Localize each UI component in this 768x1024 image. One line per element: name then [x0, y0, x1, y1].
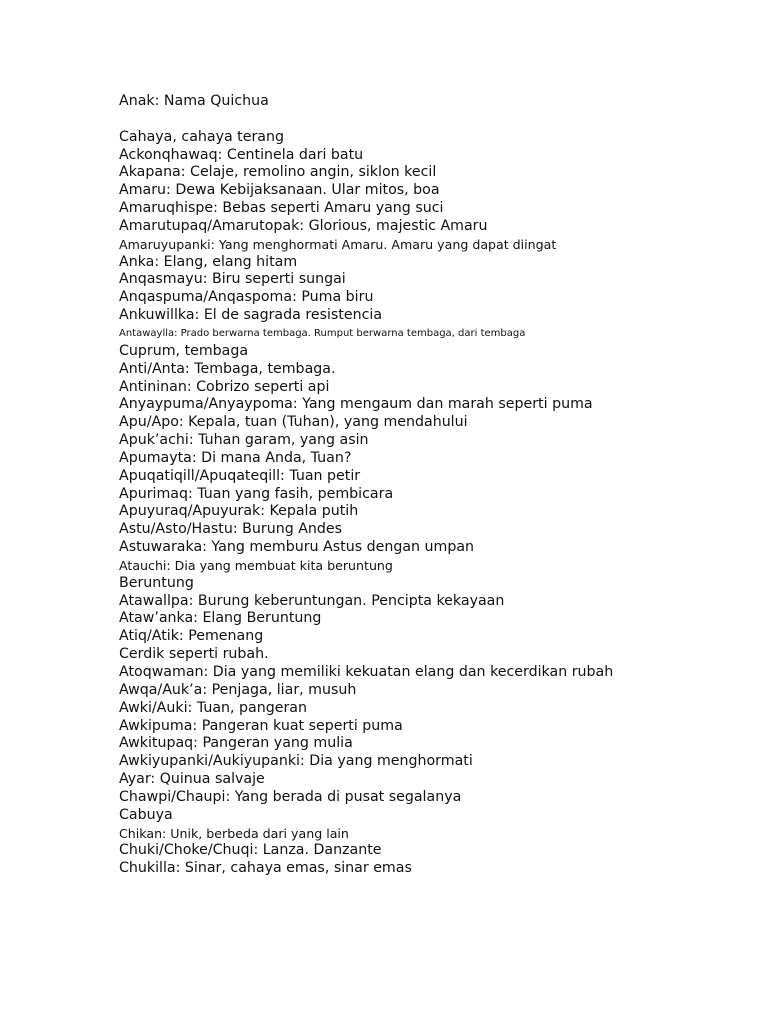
- list-line: Atawallpa: Burung keberuntungan. Pencipta kekayaan: [119, 592, 505, 609]
- list-line: Amaruyupanki: Yang menghormati Amaru. Amaru yang dapat diingat: [119, 236, 557, 252]
- list-line: Cahaya, cahaya terang: [119, 128, 284, 145]
- list-line: Amarutupaq/Amarutopak: Glorious, majestic Amaru: [119, 217, 488, 234]
- list-line: Chuki/Choke/Chuqi: Lanza. Danzante: [119, 842, 382, 859]
- document-body: [119, 93, 739, 878]
- list-line: Atiq/Atik: Pemenang: [119, 628, 264, 645]
- list-line: Apumayta: Di mana Anda, Tuan?: [119, 449, 352, 466]
- list-line: Cuprum, tembaga: [119, 342, 249, 359]
- list-line: Antininan: Cobrizo seperti api: [119, 378, 330, 395]
- list-line: Chawpi/Chaupi: Yang berada di pusat segalanya: [119, 788, 462, 805]
- list-line: Apuqatiqill/Apuqateqill: Tuan petir: [119, 467, 361, 484]
- list-line: Apurimaq: Tuan yang fasih, pembicara: [119, 485, 394, 502]
- list-line: Awkipuma: Pangeran kuat seperti puma: [119, 717, 403, 734]
- list-line: Apuyuraq/Apuyurak: Kepala putih: [119, 503, 359, 520]
- list-line: Astuwaraka: Yang memburu Astus dengan umpan: [119, 539, 475, 556]
- list-line: Ayar: Quinua salvaje: [119, 771, 265, 788]
- list-line: Astu/Asto/Hastu: Burung Andes: [119, 521, 343, 538]
- list-line: Awqa/Auk’a: Penjaga, liar, musuh: [119, 681, 357, 698]
- document-title: Anak: Nama Quichua: [119, 93, 269, 109]
- list-line: Awki/Auki: Tuan, pangeran: [119, 699, 307, 716]
- list-line: Apuk’achi: Tuhan garam, yang asin: [119, 432, 369, 449]
- name-list: [119, 129, 739, 878]
- list-line: Anti/Anta: Tembaga, tembaga.: [119, 360, 336, 377]
- list-line: Chikan: Unik, berbeda dari yang lain: [119, 825, 349, 841]
- list-line: Ackonqhawaq: Centinela dari batu: [119, 146, 364, 163]
- list-line: Anqaspuma/Anqaspoma: Puma biru: [119, 289, 374, 306]
- list-line: Ankuwillka: El de sagrada resistencia: [119, 307, 383, 324]
- list-line: Anka: Elang, elang hitam: [119, 253, 298, 270]
- list-line: Apu/Apo: Kepala, tuan (Tuhan), yang mendahului: [119, 414, 468, 431]
- list-line: Anqasmayu: Biru seperti sungai: [119, 271, 346, 288]
- list-line: Antawaylla: Prado berwarna tembaga. Rumput berwarna tembaga, dari tembaga: [119, 327, 526, 339]
- list-line: Atauchi: Dia yang membuat kita beruntung: [119, 557, 393, 573]
- list-line: Chukilla: Sinar, cahaya emas, sinar emas: [119, 860, 412, 877]
- list-line: Atoqwaman: Dia yang memiliki kekuatan elang dan kecerdikan rubah: [119, 664, 614, 680]
- list-line: Amaruqhispe: Bebas seperti Amaru yang suci: [119, 200, 444, 217]
- list-line: Beruntung: [119, 574, 194, 591]
- list-line: Cabuya: [119, 806, 173, 823]
- list-line: Ataw’anka: Elang Beruntung: [119, 610, 322, 627]
- list-line: Cerdik seperti rubah.: [119, 646, 269, 663]
- list-line: Amaru: Dewa Kebijaksanaan. Ular mitos, boa: [119, 182, 440, 199]
- list-line: Awkitupaq: Pangeran yang mulia: [119, 735, 353, 752]
- list-line: Akapana: Celaje, remolino angin, siklon kecil: [119, 164, 437, 181]
- list-line: Anyaypuma/Anyaypoma: Yang mengaum dan marah seperti puma: [119, 396, 593, 413]
- list-line: Awkiyupanki/Aukiyupanki: Dia yang menghormati: [119, 753, 473, 770]
